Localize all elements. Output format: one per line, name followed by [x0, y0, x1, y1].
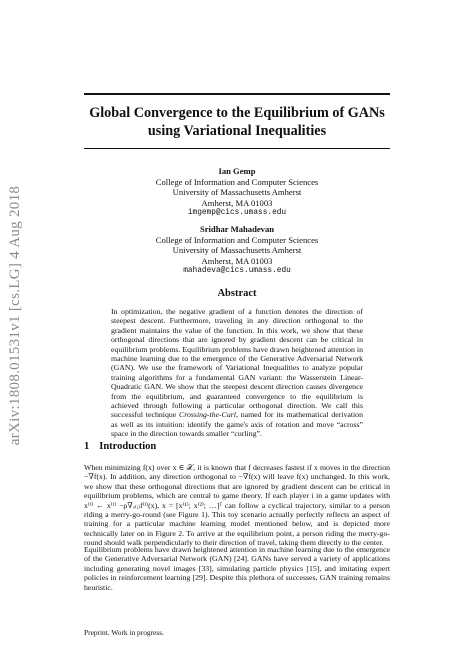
author-city: Amherst, MA 01003 [201, 255, 273, 266]
title-line-1: Global Convergence to the Equilibrium of GANs [89, 105, 385, 121]
author-email: mahadeva@cics.umass.edu [183, 267, 291, 276]
section-number: 1 [84, 441, 90, 452]
author-city: Amherst, MA 01003 [201, 197, 273, 208]
abstract-text-part-2: , named for its mathematical derivation as well as its intuition: identify the game's axis of rotation and move “across” space in the direction towards smaller “curling”. [111, 410, 363, 439]
abstract-text-part-1: In optimization, the negative gradient of a function denotes the direction of steepest descent. Furthermore, traveling in any direction orthogonal to the gradient maintains the value of the function. In this work, we show that these orthogonal directions that are ignored by gradient descent can be critical in equilibrium problems. Equilibrium problems have drawn heightened attention in machine learning due to the emergence of the Generative Adversarial Network (GAN). We use the framework of Variational Inequalities to analyze popular training algorithms for a fundamental GAN variant: the Wasserstein Linear-Quadratic GAN. We show that the steepest descent direction causes divergence from the equilibrium, and guaranteed convergence to the equilibrium is achieved through following a particular orthogonal direction. We call this successful technique [111, 307, 363, 420]
section-heading [84, 441, 156, 452]
author-block-1 [84, 166, 390, 219]
author-email: imgemp@cics.umass.edu [187, 209, 287, 218]
abstract-technique-name: Crossing-the-Curl [179, 410, 236, 420]
intro-paragraph-1: When minimizing f(x) over x ∈ 𝒳, it is known that f decreases fastest if x moves in the direction −∇f(x). In addition, any direction orthogonal to −∇f(x) will leave f(x) unchanged. In this work, we show that these orthogonal directions that are ignored by gradient descent can be critical in equilibrium problems, which are central to game theory. If each player i in a game updates with x⁽ⁱ⁾ ← x⁽ⁱ⁾ −ρ∇ₓ₍ᵢ₎f⁽ⁱ⁾(x), x = [x⁽¹⁾; x⁽²⁾; …]ᵀ can follow a cyclical trajectory, similar to a person riding a merry-go-round (see Figure 1). This toy scenario actually perfectly reflects an aspect of training for a particular machine learning model mentioned below, and is depicted more technically later on in Figure 2. To arrive at the equilibrium point, a person riding the merry-go-round should walk perpendicularly to their direction of travel, taking them directly to the center. [84, 463, 390, 548]
title-line-2: using Variational Inequalities [147, 123, 327, 139]
abstract-heading: Abstract [217, 288, 257, 299]
intro-paragraph-2: Equilibrium problems have drawn heightened attention in machine learning due to the emergence of the Generative Adversarial Network (GAN) [24]. GANs have served a variety of applications including generating novel images [33], simulating particle physics [15], and imitating expert policies in reinforcement learning [29]. Despite this plethora of successes, GAN training remains heuristic. [84, 545, 390, 592]
arxiv-stamp [6, 170, 26, 460]
paper-title [84, 104, 390, 140]
abstract-text [111, 307, 363, 439]
title-bottom-rule [84, 148, 390, 149]
author-dept: College of Information and Computer Sciences [155, 176, 319, 187]
author-block-2 [84, 224, 390, 277]
author-name: Ian Gemp [218, 166, 256, 176]
author-univ: University of Massachusetts Amherst [172, 245, 302, 256]
author-univ: University of Massachusetts Amherst [172, 187, 302, 198]
author-name: Sridhar Mahadevan [199, 224, 275, 234]
author-dept: College of Information and Computer Sciences [155, 234, 319, 245]
title-top-rule [84, 93, 390, 95]
section-title: Introduction [99, 441, 157, 452]
arxiv-stamp-text: arXiv:1808.01531v1 [cs.LG] 4 Aug 2018 [7, 185, 24, 445]
footer-note: Preprint. Work in progress. [84, 628, 164, 637]
